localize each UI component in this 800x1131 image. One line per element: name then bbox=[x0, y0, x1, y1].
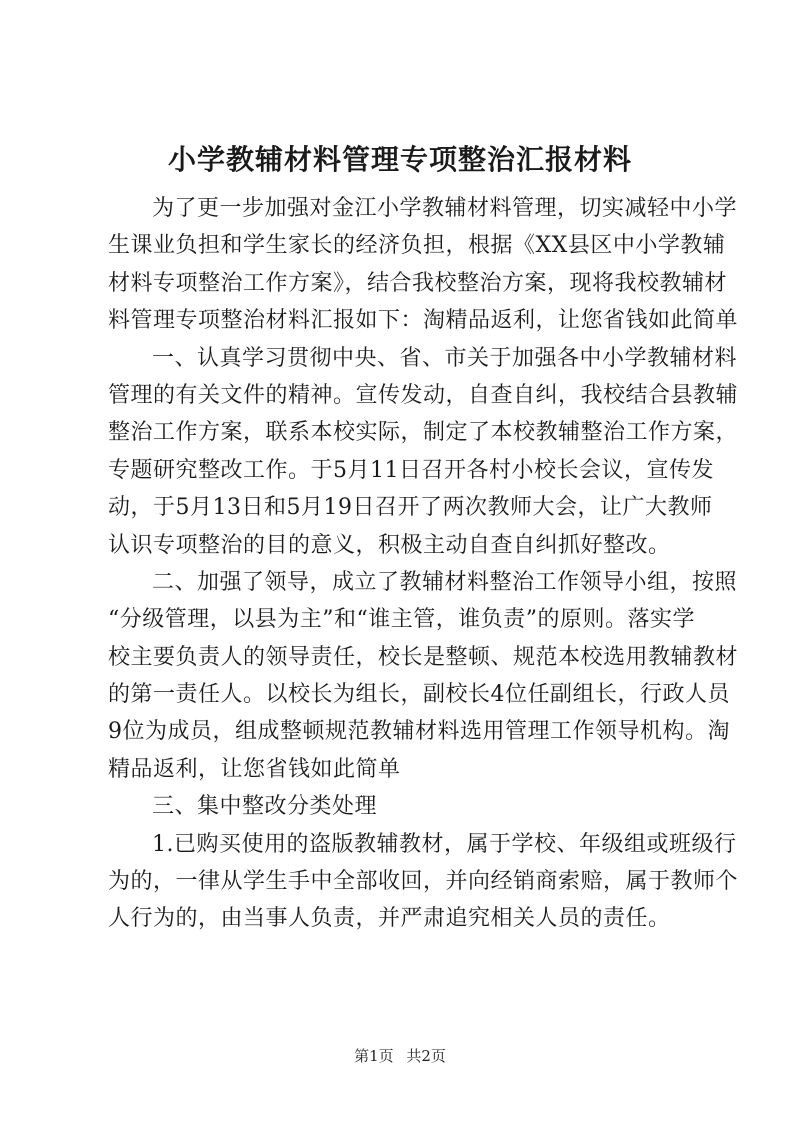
section-heading: 三、集中整改分类处理 bbox=[152, 794, 378, 820]
paragraph-line: 动，于5月13日和5月19日召开了两次教师大会，让广大教师 bbox=[108, 495, 713, 521]
paragraph-line: 专题研究整改工作。于5月11日召开各村小校长会议，宣传发 bbox=[108, 457, 714, 483]
paragraph-line: 精品返利，让您省钱如此简单 bbox=[108, 756, 401, 782]
document-title: 小学教辅材料管理专项整治汇报材料 bbox=[167, 143, 632, 176]
page-number: 第1页 bbox=[354, 1047, 394, 1065]
paragraph-line: 1.已购买使用的盗版教辅教材，属于学校、年级组或班级行 bbox=[152, 831, 737, 857]
paragraph-line: 生课业负担和学生家长的经济负担，根据《XX县区中小学教辅 bbox=[108, 233, 726, 259]
paragraph-line: 管理的有关文件的精神。宣传发动，自查自纠，我校结合县教辅 bbox=[108, 382, 739, 408]
paragraph-line: “分级管理，以县为主”和“谁主管，谁负责”的原则。落实学 bbox=[108, 607, 695, 633]
paragraph-line: 校主要负责人的领导责任，校长是整顿、规范本校选用教辅教材 bbox=[108, 644, 739, 670]
paragraph-line: 9位为成员，组成整顿规范教辅材料选用管理工作领导机构。淘 bbox=[108, 719, 730, 745]
paragraph-line: 人行为的，由当事人负责，并严肃追究相关人员的责任。 bbox=[108, 906, 671, 932]
paragraph-line: 料管理专项整治材料汇报如下：淘精品返利，让您省钱如此简单 bbox=[108, 308, 739, 334]
paragraph-line: 一、认真学习贯彻中央、省、市关于加强各中小学教辅材料 bbox=[152, 345, 738, 371]
page-total: 共2页 bbox=[406, 1047, 446, 1065]
paragraph-line: 整治工作方案，联系本校实际，制定了本校教辅整治工作方案， bbox=[108, 420, 739, 446]
paragraph-line: 认识专项整治的目的意义，积极主动自查自纠抓好整改。 bbox=[108, 532, 671, 558]
paragraph-line: 为的，一律从学生手中全部收回，并向经销商索赔，属于教师个 bbox=[108, 869, 739, 895]
document-body bbox=[108, 190, 739, 938]
paragraph-line: 为了更一步加强对金江小学教辅材料管理，切实减轻中小学 bbox=[152, 196, 738, 221]
paragraph-line: 的第一责任人。以校长为组长，副校长4位任副组长，行政人员 bbox=[108, 682, 730, 708]
paragraph-line: 二、加强了领导，成立了教辅材料整治工作领导小组，按照 bbox=[152, 569, 738, 595]
paragraph-line: 材料专项整治工作方案》，结合我校整治方案，现将我校教辅材 bbox=[108, 270, 728, 296]
page-footer bbox=[0, 1046, 800, 1066]
